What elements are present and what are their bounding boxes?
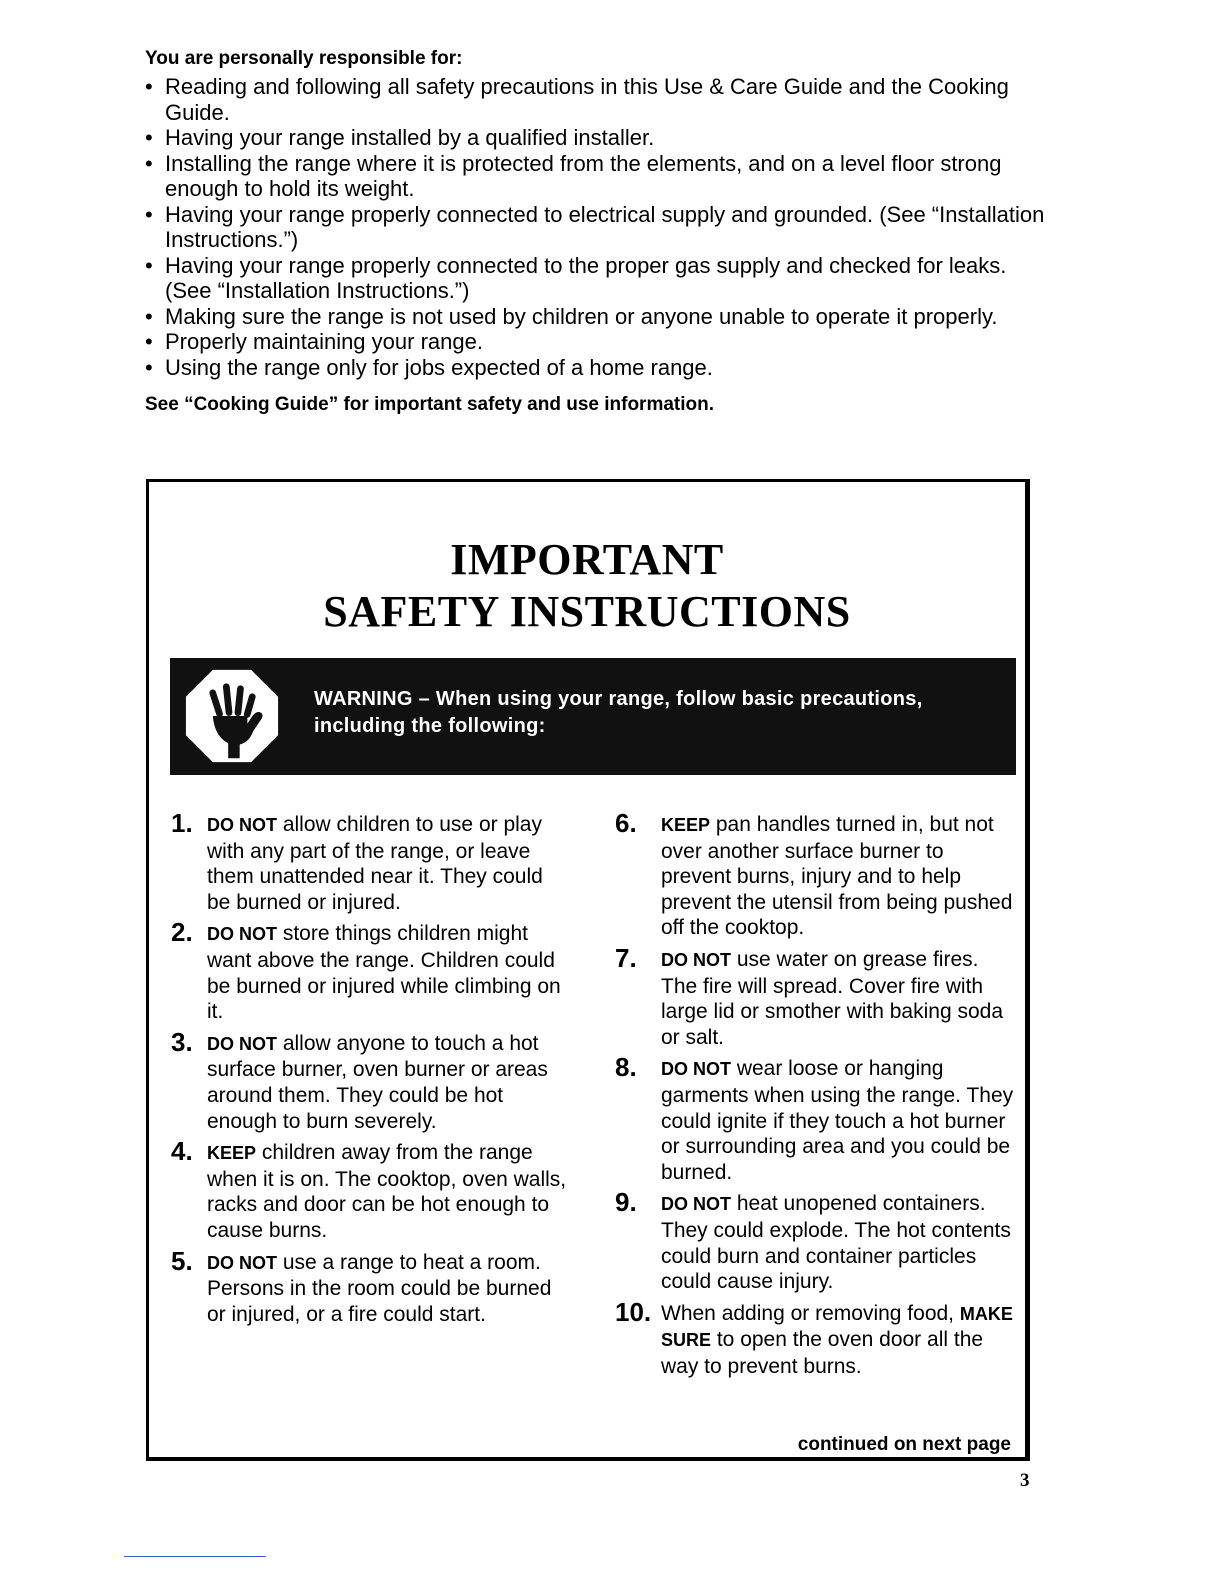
responsibilities-list <box>145 74 1045 380</box>
warning-banner <box>170 658 1016 775</box>
divider <box>124 1556 266 1557</box>
list-item: • Reading and following all safety precautions in this Use & Care Guide and the Cooking Guide. <box>145 74 1009 125</box>
list-item: • Installing the range where it is protected from the elements, and on a level floor strong enough to hold its weight. <box>145 150 1002 201</box>
safety-instructions-box <box>146 479 1030 1461</box>
continued-note: continued on next page <box>797 1434 1011 1455</box>
cooking-guide-note: See “Cooking Guide” for important safety and use information. <box>145 394 715 415</box>
list-item: 5. DO NOT use a range to heat a room. Persons in the room could be burned or injured, or a fire could start. <box>171 1245 552 1326</box>
list-item: 9. DO NOT heat unopened containers. They could explode. The hot contents could burn and container particles could cause injury. <box>615 1187 1011 1294</box>
list-item: 8. DO NOT wear loose or hanging garments when using the range. They could ignite if they touch a hot burner or surrounding area and you could be burned. <box>615 1052 1014 1184</box>
list-item: 3. DO NOT allow anyone to touch a hot surface burner, oven burner or areas around them. They could be hot enough to burn severely. <box>171 1026 548 1133</box>
list-item: • Having your range properly connected to electrical supply and grounded. (See “Installation Instructions.”) <box>145 201 1045 252</box>
list-item: • Having your range installed by a qualified installer. <box>145 125 655 150</box>
warning-text: WARNING – When using your range, follow basic precautions, including the following: <box>314 688 923 737</box>
list-item: • Making sure the range is not used by children or anyone unable to operate it properly. <box>145 303 998 329</box>
list-item: 2. DO NOT store things children might want above the range. Children could be burned or injured while climbing on it. <box>171 917 561 1024</box>
title-line-2: SAFETY INSTRUCTIONS <box>323 587 851 636</box>
responsibilities-section <box>145 46 1045 418</box>
safety-title <box>149 534 1025 638</box>
instructions-right-column <box>615 808 1015 1385</box>
page-number: 3 <box>1020 1470 1030 1491</box>
list-item: 6. KEEP pan handles turned in, but not over another surface burner to prevent burns, injury and to help prevent the utensil from being pushed off the cooktop. <box>615 808 1013 940</box>
list-item: 10. When adding or removing food, MAKE SURE to open the oven door all the way to prevent burns. <box>615 1296 1013 1378</box>
list-item: • Having your range properly connected to the proper gas supply and checked for leaks. (See “Installation Instructions.”) <box>145 252 1007 303</box>
responsibilities-heading: You are personally responsible for: <box>145 48 463 69</box>
list-item: 1. DO NOT allow children to use or play with any part of the range, or leave them unattended near it. They could be burned or injured. <box>171 808 543 914</box>
list-item: 4. KEEP children away from the range when it is on. The cooktop, oven walls, racks and door can be hot enough to cause burns. <box>171 1136 567 1242</box>
hand-stop-icon <box>184 668 280 764</box>
instructions-left-column <box>171 808 571 1333</box>
title-line-1: IMPORTANT <box>450 535 724 584</box>
list-item: • Using the range only for jobs expected of a home range. <box>145 354 713 380</box>
list-item: • Properly maintaining your range. <box>145 329 483 354</box>
list-item: 7. DO NOT use water on grease fires. The fire will spread. Cover fire with large lid or smother with baking soda or salt. <box>615 942 1004 1049</box>
